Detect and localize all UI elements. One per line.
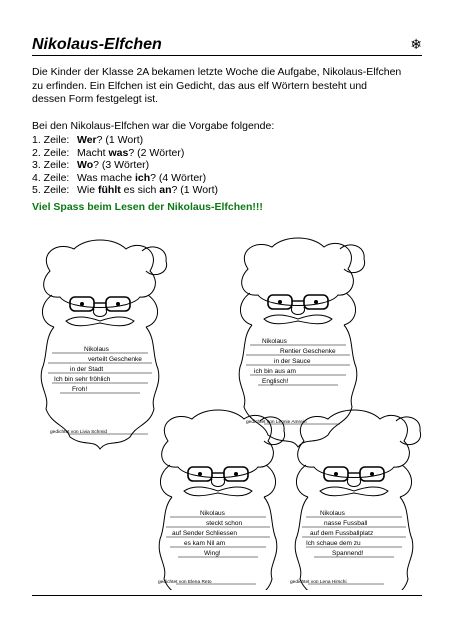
poem-line: Englisch!: [262, 378, 289, 385]
snowflake-icon: ❄: [410, 36, 422, 52]
poem-line: Rentier Geschenke: [280, 348, 336, 355]
poem-signature: gedichtet von Elena Reto: [158, 580, 212, 585]
rule-line: 2. Zeile: Macht was? (2 Wörter): [32, 146, 185, 159]
rule-label: 2. Zeile:: [32, 146, 70, 159]
poem-line: Ich schaue dem zu: [306, 540, 361, 547]
poem-line: Nikolaus: [320, 510, 345, 517]
poem-line: Nikolaus: [200, 510, 225, 517]
rule-line: 1. Zeile: Wer? (1 Wort): [32, 134, 144, 146]
poem-line: in der Sauce: [274, 358, 311, 365]
poem-line: steckt schon: [206, 520, 243, 527]
closing-line: Viel Spass beim Lesen der Nikolaus-Elfchen!!!: [32, 201, 263, 213]
poem-line: Froh!: [72, 386, 88, 393]
poem-signature: gedichtet von Lena Hirschi: [290, 580, 347, 585]
rule-label: 4. Zeile:: [32, 171, 70, 184]
poem-line: Wing!: [204, 550, 221, 557]
poem-line: Spannend!: [332, 550, 364, 557]
santa-drawings: [0, 225, 452, 590]
rule-label: 1. Zeile:: [32, 134, 70, 146]
top-divider: [32, 55, 422, 56]
rule-label: 3. Zeile:: [32, 159, 70, 172]
poem-line: es kam Nil am: [184, 540, 226, 547]
rule-label: 5. Zeile:: [32, 184, 70, 197]
poem-line: in der Stadt: [70, 366, 104, 373]
poem-line: nasse Fussball: [324, 520, 368, 527]
rule-line: 3. Zeile: Wo? (3 Wörter): [32, 159, 150, 172]
santa-drawing: [41, 240, 166, 449]
rules-list: [32, 134, 218, 197]
poem-line: Nikolaus: [84, 346, 109, 353]
santa-drawing: [158, 410, 285, 590]
poem-line: verteilt Geschenke: [88, 356, 142, 363]
rule-line: 4. Zeile: Was mache ich? (4 Wörter): [32, 171, 207, 184]
rule-line: 5. Zeile: Wie fühlt es sich an? (1 Wort): [32, 184, 219, 197]
poem-line: auf dem Fussballplatz: [310, 530, 374, 537]
rules-intro: Bei den Nikolaus-Elfchen war die Vorgabe folgende:: [32, 120, 275, 132]
page-title: Nikolaus-Elfchen: [32, 36, 162, 53]
santa-drawing: [290, 410, 421, 590]
poem-line: ich bin aus am: [254, 368, 296, 375]
header: [32, 36, 422, 56]
poem-line: Nikolaus: [262, 338, 287, 345]
santa-drawings-svg: [0, 225, 452, 590]
poem-line: auf Sender Schliessen: [172, 530, 238, 537]
poem-signature: gedichtet von Leonie Amrein: [246, 420, 307, 425]
bottom-divider: [32, 595, 422, 596]
intro-paragraph: Die Kinder der Klasse 2A bekamen letzte Woche die Aufgabe, Nikolaus-Elfchen zu erfinden. Ein Elfchen ist ein Gedicht, das aus elf Wörtern besteht und dessen Form festgelegt ist.: [32, 66, 402, 105]
poem-signature: gedichtet von Livia Schmid: [50, 430, 108, 435]
poem-line: Ich bin sehr fröhlich: [54, 376, 111, 383]
